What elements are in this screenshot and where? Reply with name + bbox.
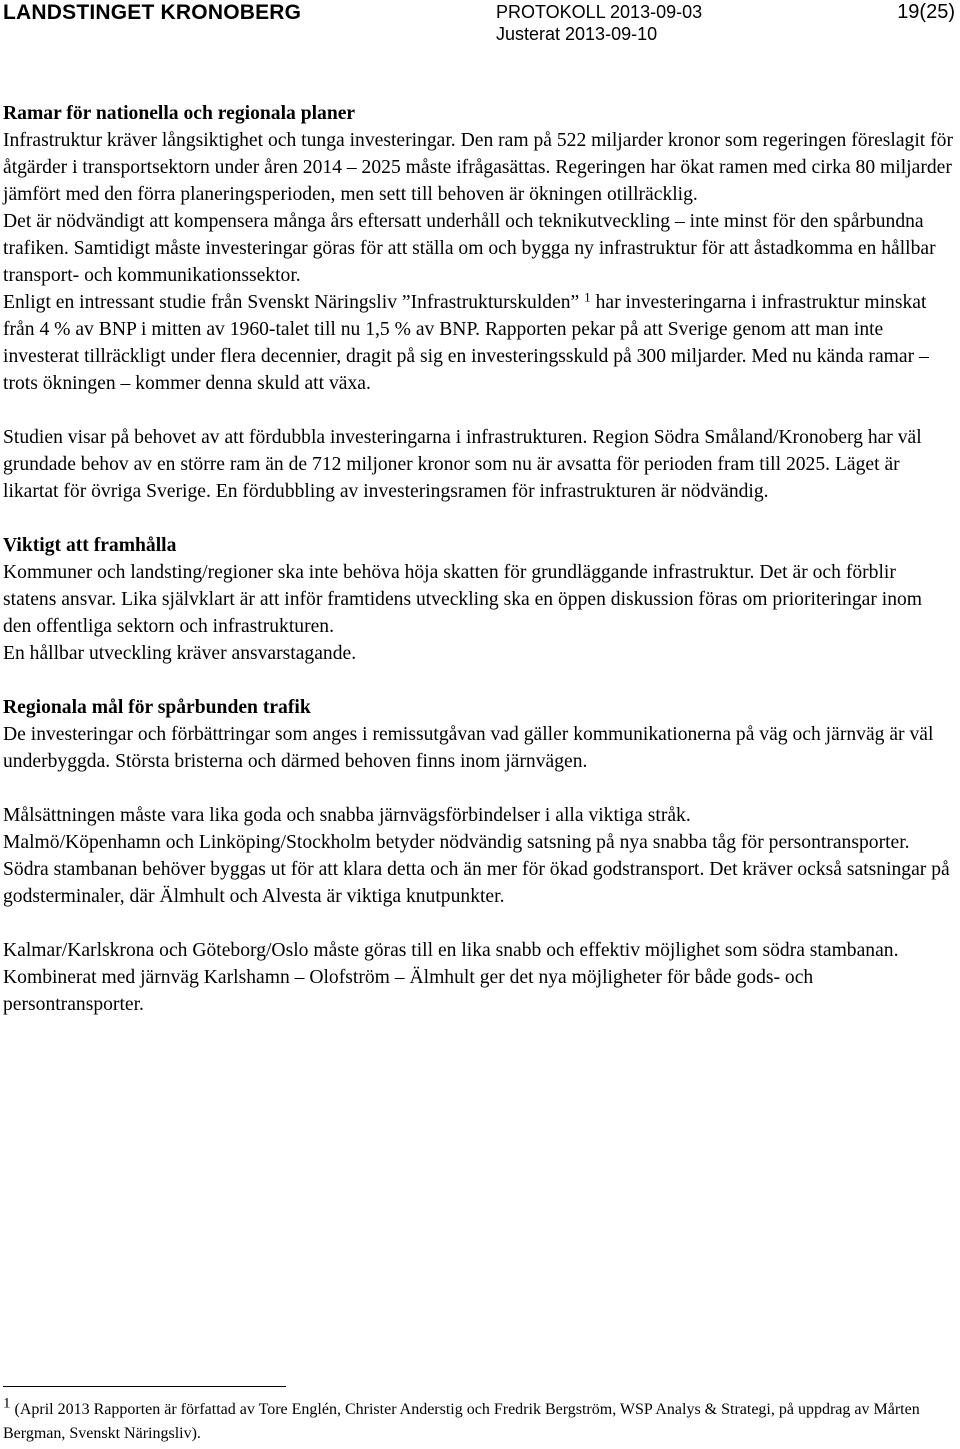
section-heading-regionala: Regionala mål för spårbunden trafik <box>3 697 311 718</box>
paragraph: De investeringar och förbättringar som anges i remissutgåvan vad gäller kommunikationerna på väg och järnväg är väl underbyggda. Största bristerna och därmed behoven finns inom järnvägen. <box>3 724 934 772</box>
paragraph: Kommuner och landsting/regioner ska inte behöva höja skatten för grundläggande infrastruktur. Det är och förblir statens ansvar. Lika självklart är att inför framtidens utveckling ska en öppen diskussion föras om prioriteringar inom den offentliga sektorn och infrastrukturen. <box>3 562 923 637</box>
protocol-info <box>496 1 702 45</box>
footnote-reference: 1 <box>584 289 591 305</box>
paragraph: Det är nödvändigt att kompensera många års eftersatt underhåll och teknikutveckling – inte minst för den spårbundna trafiken. Samtidigt måste investeringar göras för att ställa om och bygga ny infrastruktur för att åstadkomma en hållbar transport- och kommunikationssektor. <box>3 211 936 286</box>
adjusted-date: Justerat 2013-09-10 <box>496 24 658 44</box>
paragraph-text: har investeringarna i infrastruktur minskat från 4 % av BNP i mitten av 1960-talet till nu 1,5 % av BNP. Rapporten pekar på att Sverige genom att man inte investerat tillräckligt under flera decennier, dragit på sig en investeringsskuld på 300 miljarder. Med nu kända ramar – trots ökningen – kommer denna skuld att växa. <box>3 292 929 394</box>
paragraph: Målsättningen måste vara lika goda och snabba järnvägsförbindelser i alla viktiga stråk. <box>3 805 691 826</box>
paragraph: Malmö/Köpenhamn och Linköping/Stockholm betyder nödvändig satsning på nya snabba tåg för persontransporter. Södra stambanan behöver byggas ut för att klara detta och än mer för ökad godstransport. Det kräver också satsningar på godsterminaler, där Älmhult och Alvesta är viktiga knutpunkter. <box>3 832 950 907</box>
organization-name: LANDSTINGET KRONOBERG <box>3 1 302 24</box>
paragraph: En hållbar utveckling kräver ansvarstagande. <box>3 643 357 664</box>
paragraph-text: Enligt en intressant studie från Svenskt Näringsliv ”Infrastrukturskulden” <box>3 292 580 313</box>
page-number: 19(25) <box>897 1 955 23</box>
footnote <box>3 1395 953 1446</box>
footnote-text: (April 2013 Rapporten är författad av Tore Englén, Christer Anderstig och Fredrik Bergström, WSP Analys & Strategi, på uppdrag av Mårten Bergman, Svenskt Näringsliv). <box>3 1401 920 1442</box>
paragraph: Kalmar/Karlskrona och Göteborg/Oslo måste göras till en lika snabb och effektiv möjlighet som södra stambanan. Kombinerat med järnväg Karlshamn – Olofström – Älmhult ger det nya möjligheter för både gods- och persontransporter. <box>3 940 899 1015</box>
section-heading-viktigt: Viktigt att framhålla <box>3 535 177 556</box>
document-body <box>3 100 953 1018</box>
footnote-separator <box>3 1386 286 1387</box>
paragraph: Studien visar på behovet av att fördubbla investeringarna i infrastrukturen. Region Södra Småland/Kronoberg har väl grundade behov av en större ram än de 712 miljoner kronor som nu är avsatta för perioden fram till 2025. Läget är likartat för övriga Sverige. En fördubbling av investeringsramen för infrastrukturen är nödvändig. <box>3 427 922 502</box>
section-heading-ramar: Ramar för nationella och regionala planer <box>3 103 356 124</box>
page-header <box>0 0 960 50</box>
protocol-date: PROTOKOLL 2013-09-03 <box>496 2 703 22</box>
footnote-marker: 1 <box>3 1395 11 1412</box>
paragraph: Infrastruktur kräver långsiktighet och tunga investeringar. Den ram på 522 miljarder kronor som regeringen föreslagit för åtgärder i transportsektorn under åren 2014 – 2025 måste ifrågasättas. Regeringen har ökat ramen med cirka 80 miljarder jämfört med den förra planeringsperioden, men sett till behoven är ökningen otillräcklig. <box>3 130 953 205</box>
paragraph-with-footnote-ref <box>3 289 953 397</box>
